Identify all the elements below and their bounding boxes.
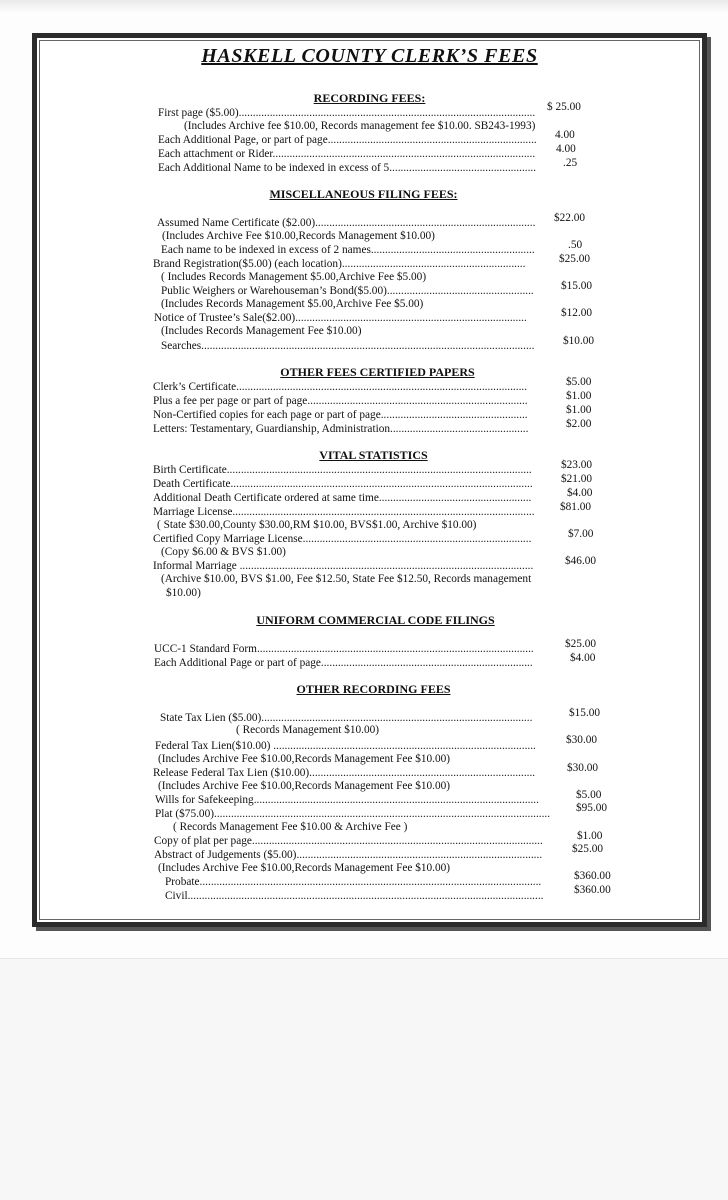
fee-amount: .50 — [568, 239, 583, 251]
section-heading-recording: RECORDING FEES: — [313, 91, 426, 105]
section-heading-vital: VITAL STATISTICS — [319, 448, 428, 462]
fee-amount: $21.00 — [561, 473, 593, 485]
fee-label: Each Additional Name to be indexed in excess of 5 — [158, 162, 390, 174]
fee-amount: $95.00 — [576, 802, 608, 814]
fee-amount: $1.00 — [577, 830, 603, 842]
fee-row-searches — [161, 340, 537, 353]
leader-dots: ................................................. — [390, 423, 529, 435]
fee-row-additional-name — [158, 162, 538, 175]
fee-row-copy-plat — [154, 835, 544, 848]
fee-amount: $1.00 — [566, 390, 592, 402]
fee-note: ( Records Management $10.00) — [236, 724, 380, 736]
section-heading-other-recording: OTHER RECORDING FEES — [296, 682, 451, 696]
leader-dots: .............................................................................. — [315, 217, 536, 229]
fee-label: Certified Copy Marriage License — [153, 533, 303, 545]
fee-note: (Includes Archive Fee $10.00,Records Management Fee $10.00) — [158, 753, 451, 765]
fee-row-federal-tax-lien — [155, 740, 537, 753]
fee-note: (Includes Archive Fee $10.00,Records Management Fee $10.00) — [158, 780, 451, 792]
fee-label: Each attachment or Rider — [158, 148, 273, 160]
fee-row-birth — [153, 464, 535, 477]
fee-amount: $30.00 — [567, 762, 599, 774]
leader-dots: ..................................................................................................... — [253, 794, 539, 806]
fee-amount: $30.00 — [566, 734, 598, 746]
leader-dots: .............................................................................. — [307, 395, 528, 407]
fee-row-ucc-additional — [154, 657, 536, 670]
fee-schedule-frame — [32, 33, 707, 927]
fee-row-civil — [165, 890, 545, 903]
leader-dots: ............................................................................................................ — [226, 464, 532, 476]
fee-label: Civil — [165, 890, 188, 902]
fee-row-probate — [165, 876, 545, 889]
fee-note: (Copy $6.00 & BVS $1.00) — [161, 546, 286, 558]
fee-row-release-federal — [153, 767, 537, 780]
fee-row-plat — [155, 808, 551, 821]
fee-note: (Archive $10.00, BVS $1.00, Fee $12.50, State Fee $12.50, Records management — [161, 573, 532, 585]
fee-amount: $81.00 — [560, 501, 592, 513]
fee-amount: $7.00 — [568, 528, 594, 540]
fee-row-ucc-standard — [154, 643, 536, 656]
leader-dots: .................................................... — [389, 162, 537, 174]
fee-row-trustee — [154, 312, 530, 325]
fee-label: Non-Certified copies for each page or part of page — [153, 409, 381, 421]
fee-note: (Includes Records Management $5.00,Archive Fee $5.00) — [161, 298, 424, 310]
fee-amount: $5.00 — [566, 376, 592, 388]
fee-amount: $1.00 — [566, 404, 592, 416]
fee-amount: .25 — [563, 157, 578, 169]
fee-label: Marriage License — [153, 506, 233, 518]
leader-dots: .......................................................................... — [327, 134, 537, 146]
leader-dots: .................................................... — [380, 409, 528, 421]
fee-label: State Tax Lien ($5.00) — [160, 712, 262, 724]
fee-amount: $22.00 — [554, 212, 586, 224]
fee-amount: $46.00 — [565, 555, 597, 567]
fee-amount: $ 25.00 — [547, 101, 581, 113]
fee-row-non-certified — [153, 409, 530, 422]
fee-label: Notice of Trustee’s Sale($2.00) — [154, 312, 296, 324]
fee-amount: $25.00 — [559, 253, 591, 265]
fee-label: Additional Death Certificate ordered at same time — [153, 492, 379, 504]
leader-dots: ....................................................................................................... — [236, 381, 528, 393]
fee-row-brand — [153, 258, 529, 271]
fee-row-abstract — [154, 849, 544, 862]
fee-label: Public Weighers or Warehouseman’s Bond($5.00) — [161, 285, 387, 297]
fee-row-marriage — [153, 506, 535, 519]
fee-row-additional-death — [153, 492, 535, 505]
fee-row-additional-page — [158, 134, 538, 147]
fee-label: Each Additional Page, or part of page — [158, 134, 328, 146]
leader-dots: ...................................................... — [378, 492, 532, 504]
fee-note: (Includes Archive fee $10.00, Records management fee $10.00. SB243-1993) — [184, 120, 536, 132]
section-heading-ucc: UNIFORM COMMERCIAL CODE FILINGS — [256, 613, 495, 627]
fee-note: ( Records Management Fee $10.00 & Archive Fee ) — [173, 821, 408, 833]
fee-amount: $10.00 — [563, 335, 595, 347]
leader-dots: .................................................................................................. — [256, 643, 534, 655]
fee-amount: 4.00 — [556, 143, 576, 155]
fee-amount: $15.00 — [569, 707, 601, 719]
leader-dots: ........................................................................................................... — [232, 506, 535, 518]
leader-dots: ....................................................................................................... — [251, 835, 543, 847]
fee-label: Informal Marriage — [153, 560, 240, 572]
fee-label: Brand Registration($5.00) (each location) — [153, 258, 342, 270]
fee-row-assumed-name — [157, 217, 537, 230]
fee-note: (Includes Archive Fee $10.00,Records Management $10.00) — [162, 230, 435, 242]
fee-label: Copy of plat per page — [154, 835, 252, 847]
fee-label: Wills for Safekeeping — [155, 794, 254, 806]
leader-dots: ....................................................................................... — [296, 849, 543, 861]
fee-row-death — [153, 478, 535, 491]
fee-row-per-page — [153, 395, 530, 408]
fee-label: Birth Certificate — [153, 464, 227, 476]
scan-edge — [0, 0, 728, 12]
leader-dots: ......................................................................................................................... — [199, 876, 542, 888]
leader-dots: ............................................................................................. — [272, 148, 536, 160]
fee-label: First page ($5.00) — [158, 107, 239, 119]
fee-amount: $5.00 — [576, 789, 602, 801]
fee-amount: 4.00 — [555, 129, 575, 141]
fee-row-wills — [155, 794, 541, 807]
fee-amount: $360.00 — [574, 884, 611, 896]
fee-amount: $12.00 — [561, 307, 593, 319]
fee-label: Each name to be indexed in excess of 2 names — [161, 244, 371, 256]
fee-row-clerk-certificate — [153, 381, 530, 394]
section-heading-other-certified: OTHER FEES CERTIFIED PAPERS — [280, 365, 475, 379]
fee-amount: $23.00 — [561, 459, 593, 471]
fee-note: $10.00) — [166, 587, 201, 599]
leader-dots: .............................................................................................................................. — [187, 890, 544, 902]
leader-dots: ................................................................................. — [302, 533, 532, 545]
fee-amount: $25.00 — [565, 638, 597, 650]
fee-label: Release Federal Tax Lien ($10.00) — [153, 767, 310, 779]
fee-label: Searches — [161, 340, 202, 352]
leader-dots: ....................................................................................................................... — [214, 808, 551, 820]
fee-label: Abstract of Judgements ($5.00) — [154, 849, 297, 861]
fee-row-informal-marriage — [153, 560, 535, 573]
leader-dots: .......................................................... — [370, 244, 535, 256]
page-title: HASKELL COUNTY CLERK’S FEES — [201, 45, 538, 67]
fee-label: Assumed Name Certificate ($2.00) — [157, 217, 316, 229]
fee-amount: $4.00 — [567, 487, 593, 499]
fee-label: Plus a fee per page or part of page — [153, 395, 308, 407]
fee-note: (Includes Archive Fee $10.00,Records Management Fee $10.00) — [158, 862, 451, 874]
leader-dots: ...................................................................................................................... — [201, 340, 535, 352]
fee-row-letters — [153, 423, 530, 436]
fee-label: Probate — [165, 876, 200, 888]
fee-note: (Includes Records Management Fee $10.00) — [161, 325, 362, 337]
fee-amount: $15.00 — [561, 280, 593, 292]
fee-row-certified-marriage — [153, 533, 535, 546]
fee-label: Each Additional Page or part of page — [154, 657, 321, 669]
fee-label: Letters: Testamentary, Guardianship, Administration — [153, 423, 391, 435]
leader-dots: ......................................................................................................... — [238, 107, 536, 119]
leader-dots: .................................................... — [386, 285, 534, 297]
fee-row-each-name — [161, 244, 537, 257]
leader-dots: ................................................................................ — [309, 767, 536, 779]
fee-row-first-page — [158, 107, 538, 120]
leader-dots: ................................................................. — [341, 258, 526, 270]
fee-label: Death Certificate — [153, 478, 231, 490]
leader-dots: ........................................................................................................... — [230, 478, 533, 490]
leader-dots: ........................................................................................................ — [239, 560, 534, 572]
fee-note: ( State $30.00,County $30.00,RM $10.00, BVS$1.00, Archive $10.00) — [157, 519, 477, 531]
fee-amount: $2.00 — [566, 418, 592, 430]
leader-dots: .................................................................................. — [295, 312, 527, 324]
fee-row-attachment — [158, 148, 538, 161]
leader-dots: ................................................................................................ — [261, 712, 533, 724]
section-heading-misc: MISCELLANEOUS FILING FEES: — [269, 187, 458, 201]
leader-dots: ........................................................................... — [320, 657, 533, 669]
fee-row-weighers — [161, 285, 537, 298]
fee-label: Federal Tax Lien($10.00) — [155, 740, 274, 752]
fee-note: ( Includes Records Management $5.00,Archive Fee $5.00) — [161, 271, 427, 283]
fee-label: Plat ($75.00) — [155, 808, 214, 820]
fee-amount: $360.00 — [574, 870, 611, 882]
fee-label: UCC-1 Standard Form — [154, 643, 257, 655]
fee-amount: $4.00 — [570, 652, 596, 664]
fee-label: Clerk’s Certificate — [153, 381, 237, 393]
fee-amount: $25.00 — [572, 843, 604, 855]
leader-dots: ............................................................................................. — [273, 740, 536, 752]
